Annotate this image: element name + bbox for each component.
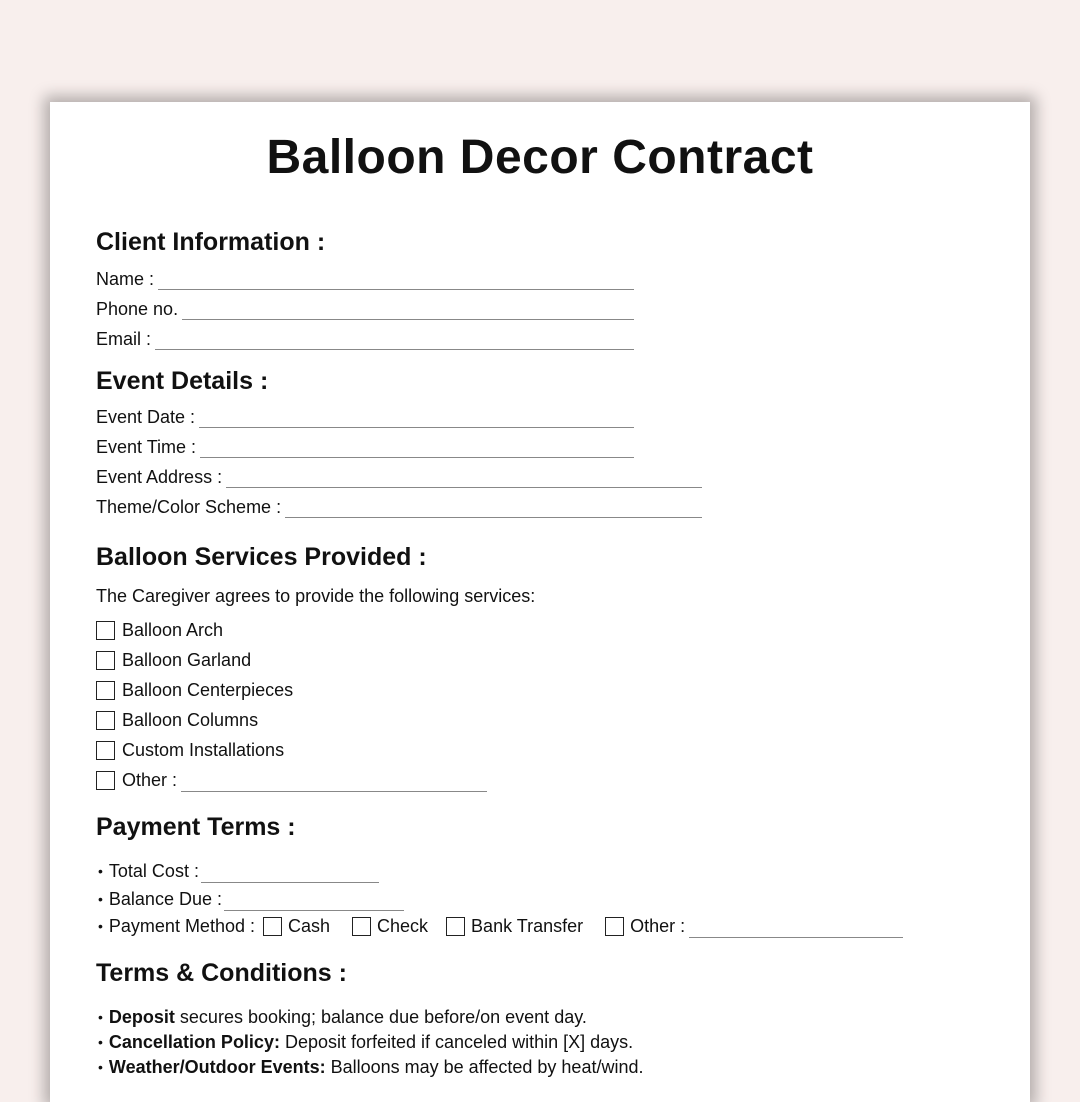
checkbox[interactable] [96,711,115,730]
option-label: Other : [630,915,686,936]
service-label: Balloon Garland [122,649,252,670]
option-label: Bank Transfer [471,915,584,936]
event-address-input-line[interactable] [226,469,702,488]
checkbox[interactable] [96,771,115,790]
checkbox[interactable] [605,917,624,936]
page-title: Balloon Decor Contract [266,131,814,184]
checkbox[interactable] [446,917,465,936]
service-custom-installations[interactable] [96,738,284,762]
phone-field[interactable] [96,296,634,320]
checkbox[interactable] [263,917,282,936]
name-label: Name : [96,269,155,289]
event-details-heading: Event Details : [96,367,269,395]
service-other-input-line[interactable] [181,773,487,792]
theme-field[interactable] [96,494,702,518]
term-weather [98,1055,643,1079]
term-title: Deposit [108,1006,175,1027]
payment-option-other[interactable] [605,916,685,937]
name-input-line[interactable] [158,271,634,290]
client-info-heading: Client Information : [96,228,326,256]
bullet: • [98,863,103,879]
theme-label: Theme/Color Scheme : [96,497,282,517]
bullet: • [98,918,103,934]
bullet: • [98,1059,103,1075]
event-address-label: Event Address : [96,467,223,487]
term-title: Cancellation Policy: [108,1031,280,1052]
event-date-label: Event Date : [96,407,196,427]
phone-input-line[interactable] [182,301,634,320]
event-time-input-line[interactable] [200,439,634,458]
payment-option-bank-transfer[interactable] [446,916,583,937]
service-label: Balloon Arch [122,619,224,640]
email-input-line[interactable] [155,331,634,350]
checkbox[interactable] [96,621,115,640]
service-label: Balloon Centerpieces [122,679,294,700]
service-label: Other : [122,769,178,790]
payment-heading: Payment Terms : [96,813,296,841]
service-label: Balloon Columns [122,709,259,730]
phone-label: Phone no. [96,299,179,319]
balance-due-field[interactable] [98,887,404,911]
event-time-label: Event Time : [96,437,197,457]
balance-due-label: Balance Due : [108,888,222,909]
service-balloon-columns[interactable] [96,708,258,732]
event-date-input-line[interactable] [199,409,634,428]
service-label: Custom Installations [122,739,285,760]
theme-input-line[interactable] [285,499,702,518]
terms-heading: Terms & Conditions : [96,959,347,987]
payment-option-cash[interactable] [263,916,330,937]
total-cost-input-line[interactable] [201,864,379,883]
term-text: Balloons may be affected by heat/wind. [325,1056,644,1077]
name-field[interactable] [96,266,634,290]
payment-option-check[interactable] [352,916,428,937]
term-text: Deposit forfeited if canceled within [X] days. [279,1031,634,1052]
event-time-field[interactable] [96,434,634,458]
service-balloon-garland[interactable] [96,648,251,672]
payment-other-input-line[interactable] [689,919,903,938]
checkbox[interactable] [96,741,115,760]
event-address-field[interactable] [96,464,702,488]
term-title: Weather/Outdoor Events: [108,1056,326,1077]
option-label: Check [377,915,429,936]
services-heading: Balloon Services Provided : [96,543,427,571]
bullet: • [98,1034,103,1050]
total-cost-label: Total Cost : [108,860,199,881]
total-cost-field[interactable] [98,859,379,883]
bullet: • [98,1009,103,1025]
service-balloon-centerpieces[interactable] [96,678,293,702]
balance-due-input-line[interactable] [224,892,404,911]
event-date-field[interactable] [96,404,634,428]
payment-method-field [98,914,903,938]
bullet: • [98,891,103,907]
email-label: Email : [96,329,152,349]
option-label: Cash [287,915,331,936]
service-other[interactable] [96,768,487,792]
term-deposit [98,1005,587,1029]
service-balloon-arch[interactable] [96,618,223,642]
checkbox[interactable] [352,917,371,936]
payment-method-label: Payment Method : [108,915,255,936]
email-field[interactable] [96,326,634,350]
checkbox[interactable] [96,651,115,670]
services-intro: The Caregiver agrees to provide the following services: [96,586,536,606]
checkbox[interactable] [96,681,115,700]
term-cancellation [98,1030,633,1054]
term-text: secures booking; balance due before/on event day. [174,1006,587,1027]
